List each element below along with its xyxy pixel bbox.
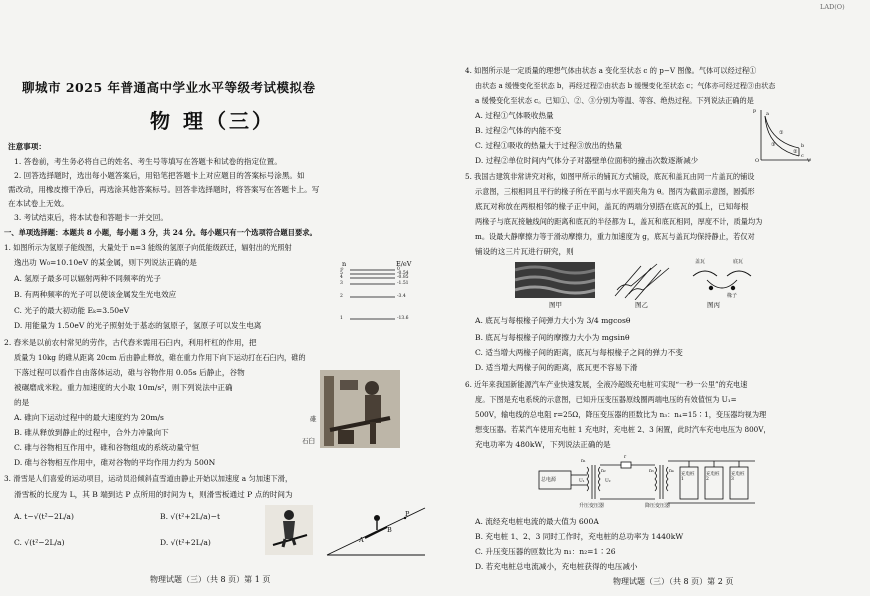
notice-line: 3. 考试结束后，将本试卷和答题卡一并交回。 — [14, 213, 168, 222]
notice-line: 需改动，用橡皮擦干净后，再选涂其他答案标号。回答非选择题时，将答案写在答题卡上。写 — [8, 185, 320, 194]
subject-title: 物 理（三） — [150, 109, 275, 133]
notice-line: 在本试卷上无效。 — [8, 199, 69, 208]
q4-stem: 由状态 a 缓慢变化至状态 b，再经过程②由状态 b 缓慢变化至状态 c；气体亦可经过程③由状态 — [475, 81, 776, 90]
cover-tile-label: 盖瓦 — [695, 259, 706, 265]
mortar-label: 石臼 — [302, 437, 315, 445]
page-footer: 物理试题（三）（共 8 页）第 2 页 — [613, 577, 734, 586]
page-2 — [435, 0, 870, 596]
n4-label: n₄ — [669, 469, 674, 474]
notice-heading: 注意事项： — [8, 142, 46, 151]
energy-level-diagram — [340, 262, 430, 324]
q2-stem: 质量为 10kg 的碓从距离 20cm 后由静止释放，碓在重力作用下向下运动打在石臼内，碓的 — [14, 353, 306, 362]
state-c-label: c — [801, 153, 804, 159]
q2-option-b: B. 碓从释放到静止的过程中，合外力冲量向下 — [14, 428, 169, 437]
power-source-label: 总电源 — [541, 477, 557, 483]
axis-n-label: n — [342, 260, 347, 268]
point-a-label: A — [359, 536, 364, 544]
level-n: 5 — [340, 271, 343, 276]
state-a-label: a — [766, 111, 769, 117]
q4-stem: 4. 如图所示是一定质量的理想气体由状态 a 变化至状态 c 的 p−V 图像。气体可以经过程① — [465, 66, 757, 75]
q5-stem: 示意图，三根相同且平行的椽子所在平面与水平面夹角为 θ。图丙为截面示意图，圆弧形 — [475, 187, 755, 196]
notice-line: 1. 答卷前，考生务必将自己的姓名、考生号等填写在答题卡和试卷的指定位置。 — [14, 157, 282, 166]
charger-2-label: 充电桩2 — [706, 472, 720, 482]
fig-caption-bing: 图丙 — [707, 301, 720, 309]
q5-stem: 两椽子与底瓦接触线间的距离和底瓦的半径都为 L，盖瓦和底瓦相同，厚度不计，质量均为 — [475, 217, 763, 226]
p-axis-label: p — [753, 108, 757, 114]
level-e: -0.54 — [397, 271, 409, 276]
q5-option-b: B. 底瓦与每根椽子间的摩擦力大小为 mgsinθ — [475, 333, 630, 342]
point-p-label: P — [405, 510, 410, 518]
q6-option-c: C. 升压变压器的匝数比为 n₁：n₂=1∶26 — [475, 547, 616, 556]
q3-stem: 3. 滑雪是人们喜爱的运动项目，运动员沿倾斜直雪道由静止开始以加速度 a 匀加速下滑， — [4, 474, 293, 483]
q1-stem: 逸出功 W₀=10.10eV 的某金属，则下列说法正确的是 — [14, 258, 197, 267]
exam-title: 聊城市 2025 年普通高中学业水平等级考试模拟卷 — [22, 80, 316, 95]
step-down-label: 降压变压器 — [645, 503, 671, 509]
q4-option-b: B. 过程②气体的内能不变 — [475, 126, 562, 135]
bottom-tile-label: 底瓦 — [733, 259, 744, 265]
level-e: 0 — [397, 267, 400, 272]
q5-stem: m。设最大静摩擦力等于滑动摩擦力，重力加速度为 g，底瓦与盖瓦均保持静止，若仅对 — [475, 232, 755, 241]
q1-option-d: D. 用能量为 1.50eV 的光子照射处于基态的氢原子，氢原子可以发生电离 — [14, 321, 262, 330]
q5-option-a: A. 底瓦与每根椽子间弹力大小为 3/4 mgcosθ — [475, 316, 631, 325]
u1-label: U₁ — [579, 479, 585, 484]
q6-stem: 6. 近年来我国新能源汽车产业快速发展，全液冷超级充电桩可实现“一秒一公里”的充电速 — [465, 380, 748, 389]
slope-diagram — [325, 500, 430, 560]
level-n: 4 — [340, 275, 343, 280]
q3-option-a: A. t−√(t²−2L/a) — [14, 512, 74, 521]
level-e: -3.4 — [397, 294, 406, 299]
n2-label: n₂ — [601, 469, 606, 474]
q6-stem: 充电功率为 480kW，下列说法正确的是 — [475, 440, 611, 449]
process-1-label: ① — [779, 130, 784, 136]
process-3-label: ③ — [771, 142, 776, 148]
level-e: -0.85 — [397, 275, 409, 280]
notice-line: 2. 回答选择题时，选出每小题答案后，用铅笔把答题卡上对应题目的答案标号涂黑。如 — [14, 171, 305, 180]
axis-e-label: E/eV — [396, 260, 412, 268]
q6-stem: 500V，输电线的总电阻 r=25Ω，降压变压器的匝数比为 n₃：n₄=15∶1，变压器均视为理 — [475, 410, 767, 419]
corner-mark: LAD(O) — [820, 3, 845, 11]
skier-photo — [265, 505, 313, 555]
q2-stem: 下落过程可以看作自由落体运动，碓与谷物作用 0.05s 后静止，谷物 — [14, 368, 245, 377]
q5-stem: 5. 我国古建筑非常讲究对称，如图甲所示的铺瓦方式铺设，底瓦和盖瓦由同一片盖瓦的铺设 — [465, 172, 755, 181]
level-n: ∞ — [340, 267, 344, 272]
point-b-label: B — [387, 526, 392, 534]
q5-stem: 铺设的这三片瓦进行研究，则 — [475, 247, 574, 256]
q5-option-c: C. 适当增大两椽子间的距离，底瓦与每根椽子之间的弹力不变 — [475, 348, 683, 357]
step-up-label: 升压变压器 — [579, 503, 605, 509]
q1-stem: 1. 如图所示为氢原子能级图，大量处于 n=3 能级的氢原子向低能级跃迁，辐射出的光照射 — [4, 243, 292, 252]
section-heading: 一、单项选择题：本题共 8 小题，每小题 3 分，共 24 分。每小题只有一个选项符合题目要求。 — [4, 228, 317, 237]
origin-label: O — [755, 158, 760, 164]
q4-option-a: A. 过程①气体吸收热量 — [475, 111, 554, 120]
q1-option-a: A. 氢原子最多可以辐射两种不同频率的光子 — [14, 274, 161, 283]
q2-option-a: A. 碓向下运动过程中的最大速度约为 20m/s — [14, 413, 164, 422]
q2-option-c: C. 碓与谷物相互作用中，碓和谷物组成的系统动量守恒 — [14, 443, 200, 452]
q2-stem: 被碾磨成米粒。重力加速度的大小取 10m/s²，则下列说法中正确 — [14, 383, 233, 392]
fig-caption-yi: 图乙 — [635, 301, 648, 309]
q2-stem: 的是 — [14, 398, 30, 407]
level-n: 3 — [340, 281, 343, 286]
q6-stem: 度。下图是充电系统的示意图，已知升压变压器原线圈两端电压的有效值恒为 U₁= — [475, 395, 737, 404]
pv-diagram — [753, 108, 813, 166]
tile-photo-jia — [515, 262, 595, 298]
level-n: 2 — [340, 294, 343, 299]
q3-option-b: B. √(t²+2L/a)−t — [160, 512, 221, 521]
q5-stem: 底瓦对称放在两根相邻的椽子正中间，盖瓦的两端分别搭在底瓦的弧上，已知每根 — [475, 202, 749, 211]
q4-option-c: C. 过程①吸收的热量大于过程③放出的热量 — [475, 141, 623, 150]
tile-section-bing — [687, 258, 757, 300]
n3-label: n₃ — [649, 469, 654, 474]
resistance-label: r — [624, 455, 627, 460]
q5-option-d: D. 适当增大两椽子间的距离，底瓦更不容易下滑 — [475, 363, 638, 372]
q6-option-a: A. 流经充电桩电流的最大值为 600A — [475, 517, 599, 526]
v-axis-label: V — [807, 158, 811, 164]
q3-option-c: C. √(t²−2L/a) — [14, 538, 65, 547]
q6-option-d: D. 若充电桩总电流减小，充电桩获得的电压减小 — [475, 562, 638, 571]
level-e: -1.51 — [397, 281, 409, 286]
q2-stem: 2. 舂米是以前农村常见的劳作，古代舂米需用石臼内，利用杆杠的作用，把 — [4, 338, 257, 347]
tile-diagram-yi — [611, 262, 673, 300]
rice-pounding-illustration — [302, 370, 400, 448]
state-b-label: b — [801, 143, 805, 149]
fig-caption-jia: 图甲 — [549, 301, 562, 309]
pestle-label: 碓 — [310, 415, 317, 423]
u2-label: U₂ — [605, 479, 611, 484]
q4-stem: a 缓慢变化至状态 c。已知①、②、③分别为等温、等容、绝热过程。下列说法正确的是 — [475, 96, 754, 105]
q4-option-d: D. 过程②单位时间内气体分子对器壁单位面积的撞击次数逐渐减少 — [475, 156, 699, 165]
level-n: 1 — [340, 316, 343, 321]
page-footer: 物理试题（三）（共 8 页）第 1 页 — [150, 575, 271, 584]
process-2-label: ② — [793, 149, 798, 155]
q1-option-c: C. 光子的最大初动能 Eₖ=3.50eV — [14, 306, 130, 315]
q6-option-b: B. 充电桩 1、2、3 同时工作时，充电桩的总功率为 1440kW — [475, 532, 684, 541]
q3-option-d: D. √(t²+2L/a) — [160, 538, 211, 547]
q2-option-d: D. 碓与谷物相互作用中，碓对谷物的平均作用力约为 500N — [14, 458, 216, 467]
q6-stem: 想变压器。若某汽车使用充电桩 1 充电时，充电桩 2、3 闲置，此时汽车充电电压为 800V， — [475, 425, 771, 434]
level-e: -13.6 — [397, 316, 409, 321]
q3-stem: 滑雪板的长度为 L，其 B 端到达 P 点所用的时间为 t，则滑雪板通过 P 点的时间为 — [14, 490, 293, 499]
q1-option-b: B. 有两种频率的光子可以使该金属发生光电效应 — [14, 290, 177, 299]
n1-label: n₁ — [581, 459, 586, 464]
charger-1-label: 充电桩1 — [681, 472, 695, 482]
rafter-label: 椽子 — [727, 293, 738, 299]
charging-circuit-diagram — [535, 455, 760, 511]
charger-3-label: 充电桩3 — [731, 472, 745, 482]
